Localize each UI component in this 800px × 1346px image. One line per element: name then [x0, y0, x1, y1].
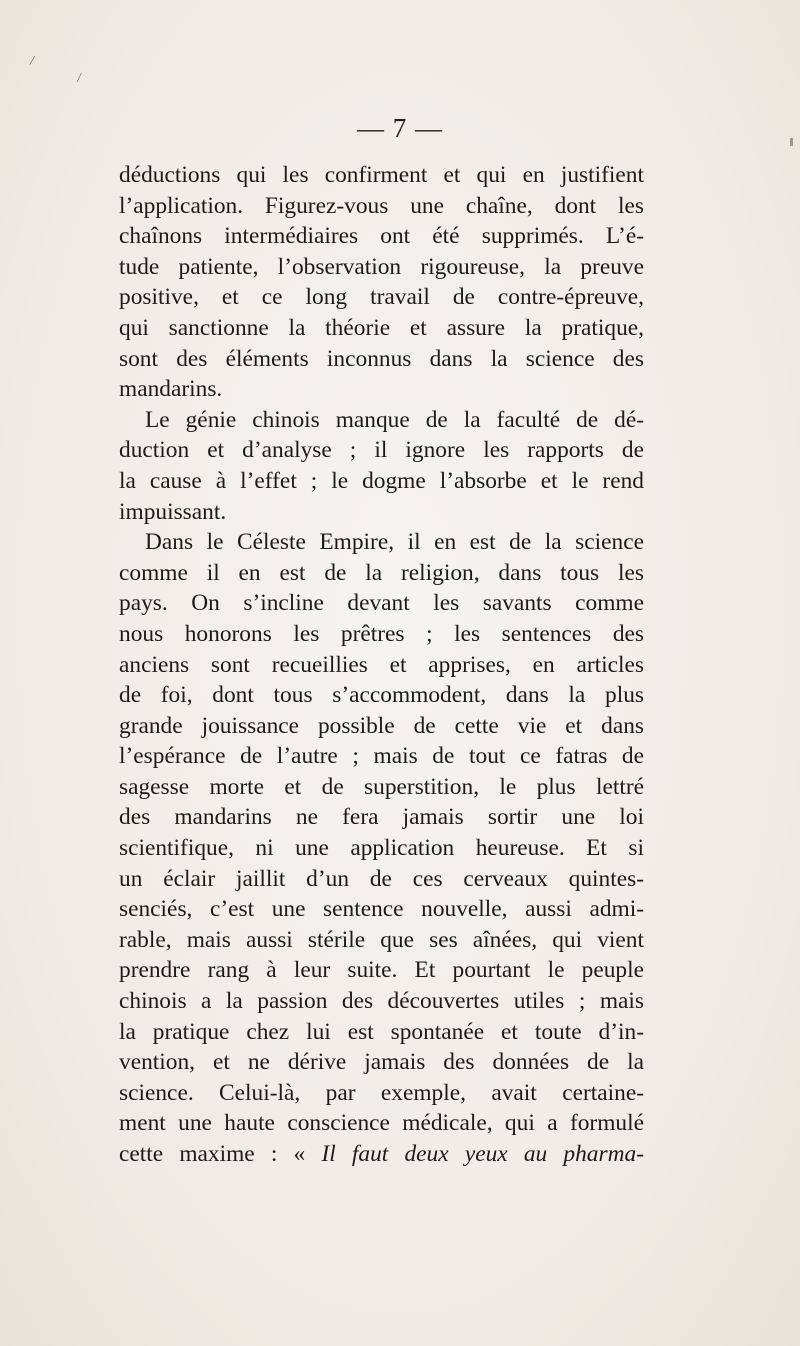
page-speck: / — [76, 70, 82, 87]
text-line: tude patiente, l’observation rigoureuse, la preuve — [119, 253, 644, 280]
text-line: science. Celui-là, par exemple, avait certaine- — [119, 1079, 644, 1106]
body-text — [119, 160, 644, 1170]
text-line: un éclair jaillit d’un de ces cerveaux quintes- — [119, 865, 644, 892]
text-line: pays. On s’incline devant les savants comme — [119, 590, 644, 617]
text-line: l’espérance de l’autre ; mais de tout ce fatras de — [119, 743, 644, 770]
text-line: rable, mais aussi stérile que ses aînées, qui vient — [119, 926, 644, 953]
text-line: Dans le Céleste Empire, il en est de la science — [145, 529, 644, 556]
italic-quote: Il faut deux yeux au pharma- — [321, 1141, 644, 1167]
text-line: des mandarins ne fera jamais sortir une loi — [119, 804, 644, 831]
text-line: l’application. Figurez-vous une chaîne, dont les — [119, 192, 644, 219]
page-number: — 7 — — [357, 113, 443, 143]
text-line: prendre rang à leur suite. Et pourtant le peuple — [119, 957, 644, 984]
text-line: la pratique chez lui est spontanée et toute d’in- — [119, 1018, 644, 1045]
text-line: duction et d’analyse ; il ignore les rapports de — [119, 437, 644, 464]
text-line: chaînons intermédiaires ont été supprimés. L’é- — [119, 223, 644, 250]
text-line-final — [119, 1139, 644, 1170]
text-line: sagesse morte et de superstition, le plus lettré — [119, 773, 644, 800]
text-line: chinois a la passion des découvertes utiles ; mais — [119, 988, 644, 1015]
text-line: mandarins. — [119, 376, 223, 403]
text-line: la cause à l’effet ; le dogme l’absorbe et le rend — [119, 467, 644, 494]
text-line: déductions qui les confirment et qui en justifient — [119, 162, 644, 188]
text-line: grande jouissance possible de cette vie et dans — [119, 712, 644, 739]
text-line: de foi, dont tous s’accommodent, dans la plus — [119, 682, 644, 709]
text-line: sont des éléments inconnus dans la science des — [119, 345, 644, 372]
page-speck: / — [28, 53, 36, 70]
text-line: anciens sont recueillies et apprises, en articles — [119, 651, 644, 678]
text-line: positive, et ce long travail de contre-épreuve, — [119, 284, 644, 311]
text-line: qui sanctionne la théorie et assure la pratique, — [119, 314, 644, 341]
text-line: comme il en est de la religion, dans tous les — [119, 559, 644, 586]
text-prefix: cette maxime : « — [119, 1141, 306, 1167]
text-line: vention, et ne dérive jamais des données de la — [119, 1049, 644, 1076]
text-line: ment une haute conscience médicale, qui a formulé — [119, 1110, 644, 1137]
text-line: impuissant. — [119, 498, 227, 525]
text-line: senciés, c’est une sentence nouvelle, aussi admi- — [119, 896, 644, 923]
text-line: nous honorons les prêtres ; les sentences des — [119, 620, 644, 647]
text-line: Le génie chinois manque de la faculté de dé- — [145, 406, 644, 433]
text-line: scientifique, ni une application heureuse. Et si — [119, 835, 644, 862]
